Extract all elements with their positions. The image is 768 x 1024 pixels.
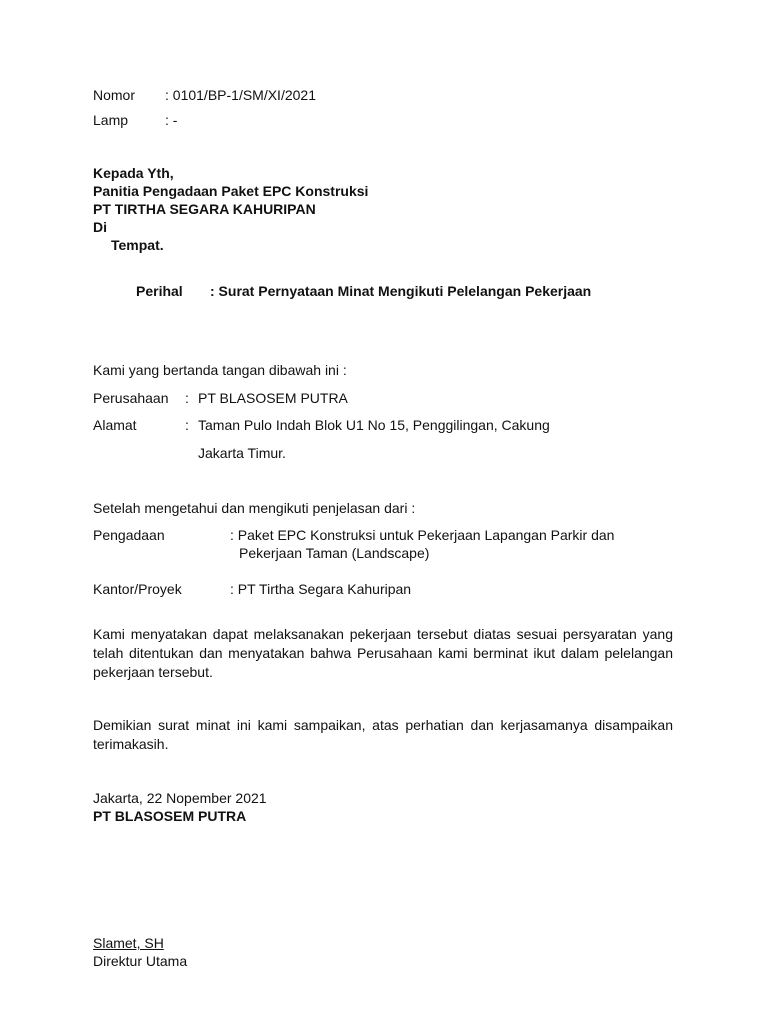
subject-row — [136, 283, 591, 300]
nomor-label: Nomor — [93, 87, 136, 103]
closing-paragraph: Demikian surat minat ini kami sampaikan, atas perhatian dan kerjasamanya disampaikan terimakasih. — [93, 717, 673, 752]
alamat-line2: Jakarta Timur. — [198, 445, 286, 461]
pengadaan-row — [93, 527, 614, 544]
recipient-company: PT TIRTHA SEGARA KAHURIPAN — [93, 201, 316, 217]
kantor-value: : PT Tirtha Segara Kahuripan — [230, 581, 412, 597]
recipient-di: Di — [93, 219, 107, 235]
nomor-value: : 0101/BP-1/SM/XI/2021 — [165, 87, 316, 103]
pengadaan-value-line1: : Paket EPC Konstruksi untuk Pekerjaan Lapangan Parkir dan — [230, 527, 615, 543]
recipient-greeting: Kepada Yth, — [93, 165, 174, 181]
perusahaan-row — [93, 390, 348, 407]
signatory-name: Slamet, SH — [93, 935, 164, 951]
place-date: Jakarta, 22 Nopember 2021 — [93, 790, 267, 806]
intro-text: Kami yang bertanda tangan dibawah ini : — [93, 362, 347, 378]
alamat-row — [93, 417, 550, 434]
recipient-committee: Panitia Pengadaan Paket EPC Konstruksi — [93, 183, 369, 199]
pengadaan-value-line2: Pekerjaan Taman (Landscape) — [239, 545, 430, 561]
kantor-label: Kantor/Proyek — [93, 581, 182, 597]
alamat-label: Alamat — [93, 417, 137, 433]
lamp-label: Lamp — [93, 112, 129, 128]
nomor-row — [93, 87, 316, 104]
context-text: Setelah mengetahui dan mengikuti penjelasan dari : — [93, 500, 416, 516]
subject-label: Perihal — [136, 283, 183, 299]
lamp-row — [93, 112, 177, 129]
perusahaan-value: PT BLASOSEM PUTRA — [198, 390, 348, 406]
alamat-colon: : — [185, 417, 189, 433]
pengadaan-label: Pengadaan — [93, 527, 165, 543]
perusahaan-label: Perusahaan — [93, 390, 169, 406]
signatory-title: Direktur Utama — [93, 953, 188, 969]
kantor-row — [93, 581, 411, 598]
lamp-value: : - — [165, 112, 178, 128]
alamat-line1: Taman Pulo Indah Blok U1 No 15, Penggilingan, Cakung — [198, 417, 550, 433]
recipient-place: Tempat. — [111, 237, 164, 253]
subject-value: : Surat Pernyataan Minat Mengikuti Pelelangan Pekerjaan — [210, 283, 592, 299]
statement-paragraph: Kami menyatakan dapat melaksanakan pekerjaan tersebut diatas sesuai persyaratan yang telah ditentukan dan menyatakan bahwa Perusahaan kami berminat ikut dalam pelelangan pekerjaan tersebut. — [93, 626, 673, 680]
perusahaan-colon: : — [185, 390, 189, 406]
signatory-company: PT BLASOSEM PUTRA — [93, 808, 247, 824]
